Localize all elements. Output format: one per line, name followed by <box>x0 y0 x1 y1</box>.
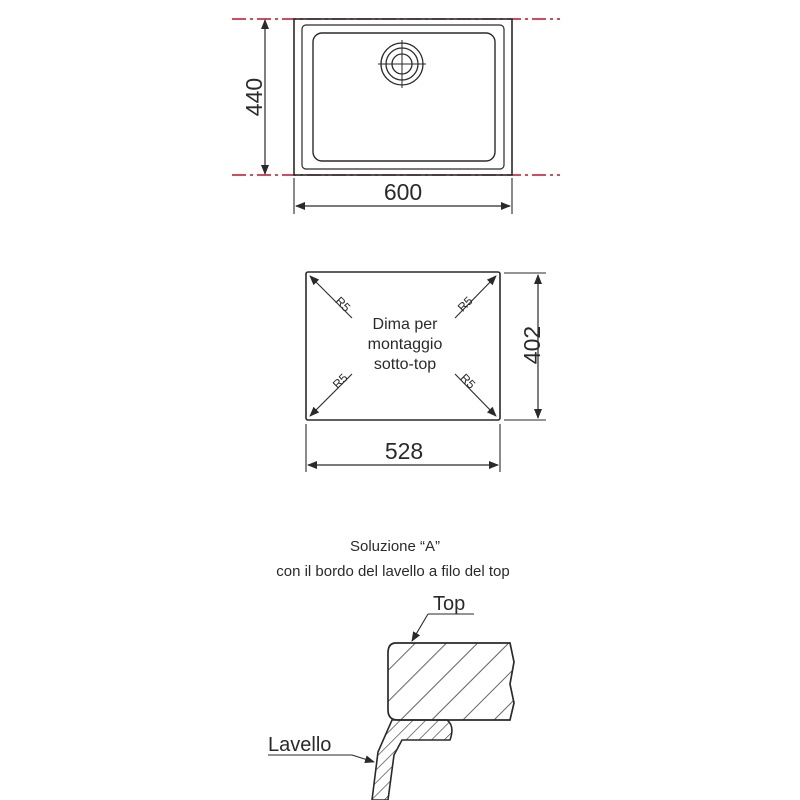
sink-leader-arrow <box>352 755 374 762</box>
depth-dimension <box>241 20 267 174</box>
radius-label-bottom-left: R5 <box>329 370 351 392</box>
width-label: 600 <box>383 179 423 205</box>
template-caption-line-2: montaggio <box>367 336 443 353</box>
template-caption-line-1: Dima per <box>372 316 438 333</box>
sink-inner-rim <box>302 25 504 169</box>
radius-label-top-left: R5 <box>332 293 354 315</box>
sink-top-view <box>232 19 560 214</box>
template-height-dimension <box>504 273 546 420</box>
sink-basin <box>313 33 495 161</box>
radius-label-top-right: R5 <box>454 293 476 315</box>
template-caption-line-3: sotto-top <box>373 356 437 373</box>
sink-edge-section <box>372 720 452 800</box>
template-width-label: 528 <box>384 438 424 464</box>
section-subtitle: con il bordo del lavello a filo del top <box>276 563 510 580</box>
sink-label: Lavello <box>268 734 332 756</box>
radius-label-bottom-right: R5 <box>457 370 479 392</box>
section-detail <box>268 538 514 800</box>
cutout-template <box>306 272 546 472</box>
template-width-dimension <box>306 424 500 472</box>
top-label: Top <box>433 593 466 615</box>
section-title: Soluzione “A” <box>349 538 441 555</box>
width-dimension <box>294 178 512 214</box>
depth-label: 440 <box>241 77 267 117</box>
countertop-section <box>388 643 514 720</box>
drain-icon <box>378 40 426 88</box>
template-height-label: 402 <box>519 325 545 365</box>
top-leader-arrow <box>412 614 428 641</box>
